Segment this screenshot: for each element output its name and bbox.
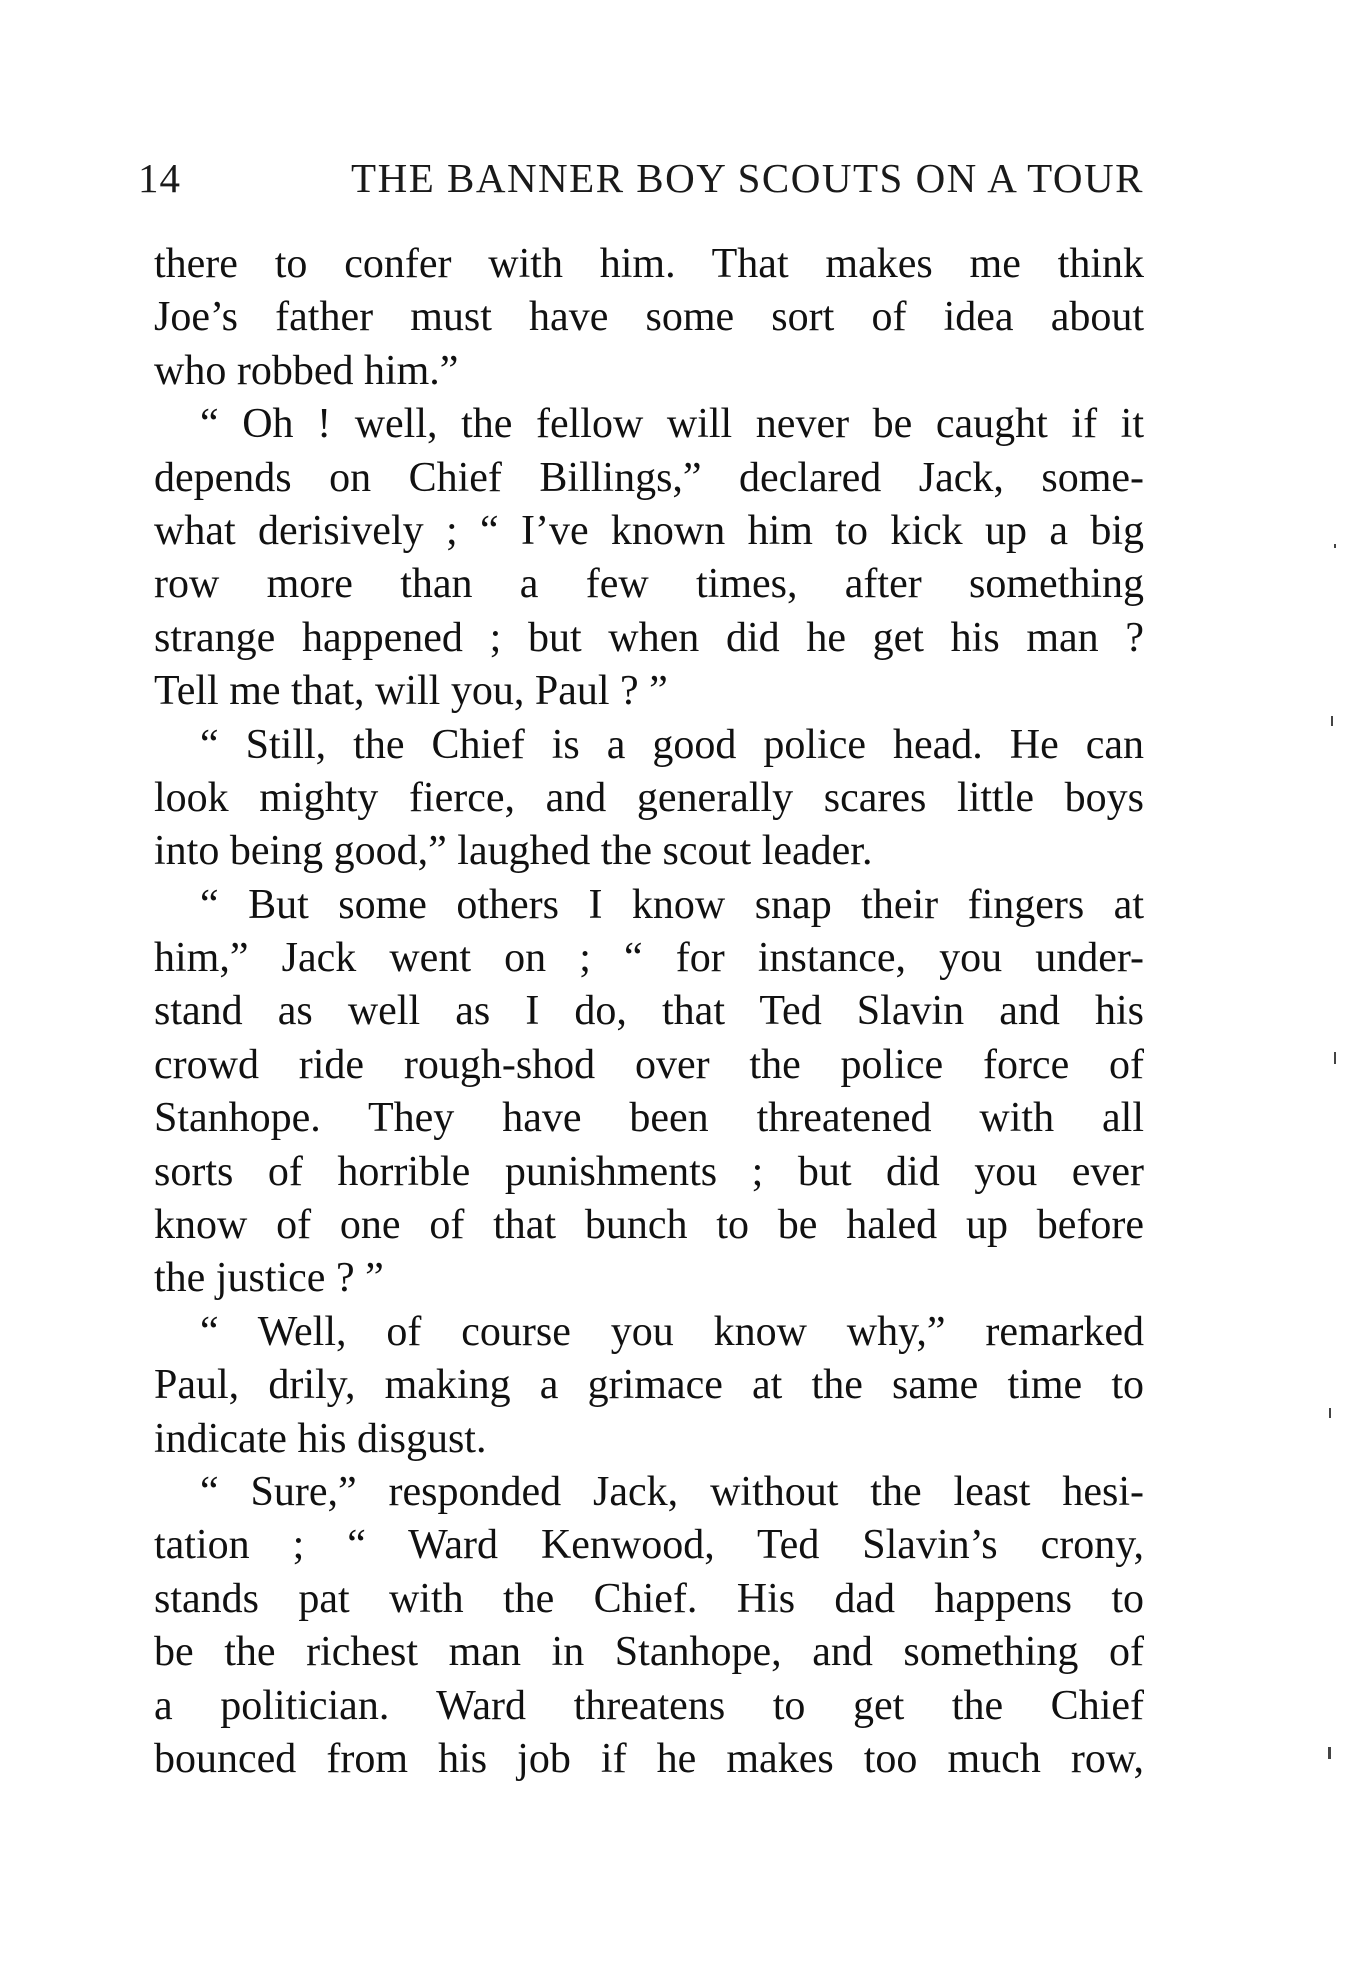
page-number: 14	[138, 155, 181, 201]
text-line: Joe’s father must have some sort of idea about	[154, 294, 1144, 341]
text-line: stands pat with the Chief. His dad happens to	[154, 1575, 1144, 1622]
text-line: strange happened ; but when did he get his man ?	[154, 614, 1144, 661]
page-header	[138, 154, 1144, 210]
text-line: “ But some others I know snap their fingers at	[200, 881, 1144, 928]
text-line: stand as well as I do, that Ted Slavin and his	[154, 988, 1144, 1035]
text-line: know of one of that bunch to be haled up before	[154, 1202, 1144, 1249]
text-line: look mighty fierce, and generally scares little boys	[154, 774, 1144, 821]
text-line: be the richest man in Stanhope, and something of	[154, 1629, 1144, 1676]
text-line: row more than a few times, after something	[154, 561, 1144, 608]
text-line: crowd ride rough-shod over the police force of	[154, 1041, 1144, 1088]
text-line: sorts of horrible punishments ; but did you ever	[154, 1148, 1144, 1195]
text-line: tation ; “ Ward Kenwood, Ted Slavin’s crony,	[154, 1522, 1144, 1569]
body-text	[154, 238, 1144, 1786]
text-line: indicate his disgust.	[154, 1415, 487, 1462]
running-title: THE BANNER BOY SCOUTS ON A TOUR	[351, 155, 1144, 201]
text-line: depends on Chief Billings,” declared Jack, some-	[154, 454, 1144, 501]
text-line: into being good,” laughed the scout leader.	[154, 828, 873, 875]
text-line: bounced from his job if he makes too much row,	[154, 1735, 1144, 1782]
scan-speck	[1334, 1052, 1336, 1064]
text-line: Paul, drily, making a grimace at the same time to	[154, 1362, 1144, 1409]
text-line: Stanhope. They have been threatened with all	[154, 1095, 1144, 1142]
text-line: what derisively ; “ I’ve known him to kick up a big	[154, 507, 1144, 554]
scan-speck	[1331, 716, 1333, 726]
text-line: “ Still, the Chief is a good police head. He can	[200, 721, 1144, 768]
scan-speck	[1328, 1747, 1331, 1759]
text-line: him,” Jack went on ; “ for instance, you under-	[154, 935, 1144, 982]
text-line: “ Oh ! well, the fellow will never be caught if it	[200, 401, 1144, 448]
text-line: “ Well, of course you know why,” remarked	[200, 1308, 1144, 1355]
scan-speck	[1329, 1408, 1331, 1418]
text-line: there to confer with him. That makes me think	[154, 241, 1144, 287]
scan-speck	[1334, 544, 1336, 548]
text-line: “ Sure,” responded Jack, without the least hesi-	[200, 1468, 1144, 1515]
text-line: the justice ? ”	[154, 1255, 384, 1302]
text-line: who robbed him.”	[154, 347, 459, 394]
text-line: Tell me that, will you, Paul ? ”	[154, 668, 668, 715]
text-line: a politician. Ward threatens to get the Chief	[154, 1682, 1144, 1729]
